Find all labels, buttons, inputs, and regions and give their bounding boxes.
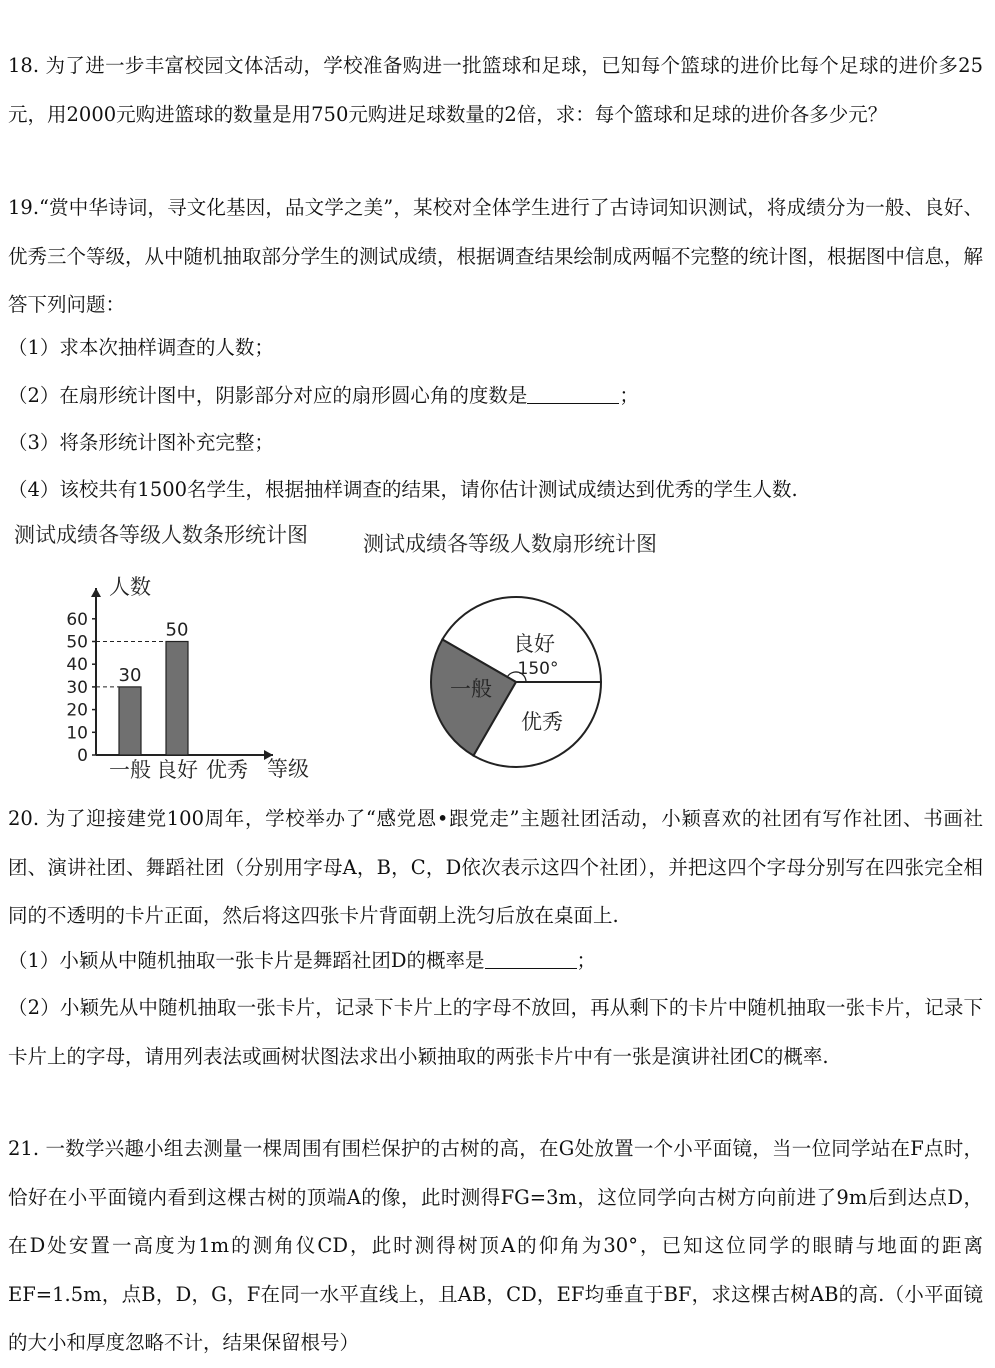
question-19-part-3: （3）将条形统计图补充完整；	[8, 431, 274, 454]
answer-blank	[527, 385, 619, 404]
question-18: 18. 为了进一步丰富校园文体活动，学校准备购进一批篮球和足球，已知每个篮球的进价比每个足球的进价多25元，用2000元购进篮球的数量是用750元购进足球数量的2倍，求：每个篮球和足球的进价各多少元？	[8, 54, 983, 126]
question-20-part-2: （2）小颖先从中随机抽取一张卡片，记录下卡片上的字母不放回，再从剩下的卡片中随机抽取一张卡片，记录下卡片上的字母，请用列表法或画树状图法求出小颖抽取的两张卡片中有一张是演讲社团C的概率.	[8, 996, 983, 1068]
question-20-part-1-text: （1）小颖从中随机抽取一张卡片是舞蹈社团D的概率是	[8, 949, 485, 972]
question-21: 21. 一数学兴趣小组去测量一棵周围有围栏保护的古树的高，在G处放置一个小平面镜，当一位同学站在F点时，恰好在小平面镜内看到这棵古树的顶端A的像，此时测得FG=3m，这位同学向古树方向前进了9m后到达点D，在D处安置一高度为1m的测角仪CD，此时测得树顶A的仰角为30°，已知这位同学的眼睛与地面的距离EF=1.5m，点B，D，G，F在同一水平直线上，且AB，CD，EF均垂直于BF，求这棵古树AB的高.（小平面镜的大小和厚度忽略不计，结果保留根号）	[8, 1137, 983, 1354]
data-label: 30	[118, 664, 142, 686]
y-tick-label: 20	[66, 700, 88, 721]
y-tick-label: 40	[66, 655, 88, 676]
slice-label: 优秀	[521, 710, 563, 734]
answer-blank	[485, 950, 577, 969]
question-19-part-1: （1）求本次抽样调查的人数；	[8, 336, 274, 359]
slice-label: 一般	[450, 677, 492, 701]
question-19-part-4: （4）该校共有1500名学生，根据抽样调查的结果，请你估计测试成绩达到优秀的学生人数.	[8, 478, 798, 501]
data-label: 50	[165, 619, 189, 641]
x-tick-label: 一般	[109, 758, 151, 782]
bar	[166, 642, 188, 756]
y-axis-arrow	[91, 588, 101, 597]
x-axis-label: 等级	[267, 757, 309, 781]
angle-label: 150°	[517, 659, 559, 679]
y-tick-label: 60	[66, 609, 88, 630]
x-tick-label: 良好	[156, 758, 198, 782]
x-tick-label: 优秀	[206, 758, 248, 782]
bar	[119, 687, 141, 755]
question-19-part-2-text: （2）在扇形统计图中，阴影部分对应的扇形圆心角的度数是	[8, 384, 528, 407]
y-tick-label: 10	[66, 723, 88, 744]
bar-chart-title: 测试成绩各等级人数条形统计图	[14, 523, 308, 547]
question-19-part-2	[8, 372, 639, 420]
pie-chart	[415, 583, 615, 783]
slice-label: 良好	[513, 632, 555, 656]
question-19-part-2-end: ；	[619, 384, 639, 407]
question-20-intro: 20. 为了迎接建党100周年，学校举办了“感党恩•跟党走”主题社团活动，小颖喜欢的社团有写作社团、书画社团、演讲社团、舞蹈社团（分别用字母A，B，C，D依次表示这四个社团），并把这四个字母分别写在四张完全相同的不透明的卡片正面，然后将这四张卡片背面朝上洗匀后放在桌面上.	[8, 807, 983, 927]
pie-chart-title: 测试成绩各等级人数扇形统计图	[363, 532, 657, 556]
question-20-part-1-end: ；	[576, 949, 597, 972]
y-axis-label: 人数	[109, 575, 151, 599]
question-19-intro: 19.“赏中华诗词，寻文化基因，品文学之美”，某校对全体学生进行了古诗词知识测试，将成绩分为一般、良好、优秀三个等级，从中随机抽取部分学生的测试成绩，根据调查结果绘制成两幅不完整的统计图，根据图中信息，解答下列问题：	[8, 196, 984, 316]
bar-chart	[58, 568, 388, 788]
question-20-part-1	[8, 937, 596, 985]
y-tick-label: 50	[66, 632, 88, 653]
y-tick-label: 0	[77, 746, 88, 766]
y-tick-label: 30	[66, 677, 88, 698]
